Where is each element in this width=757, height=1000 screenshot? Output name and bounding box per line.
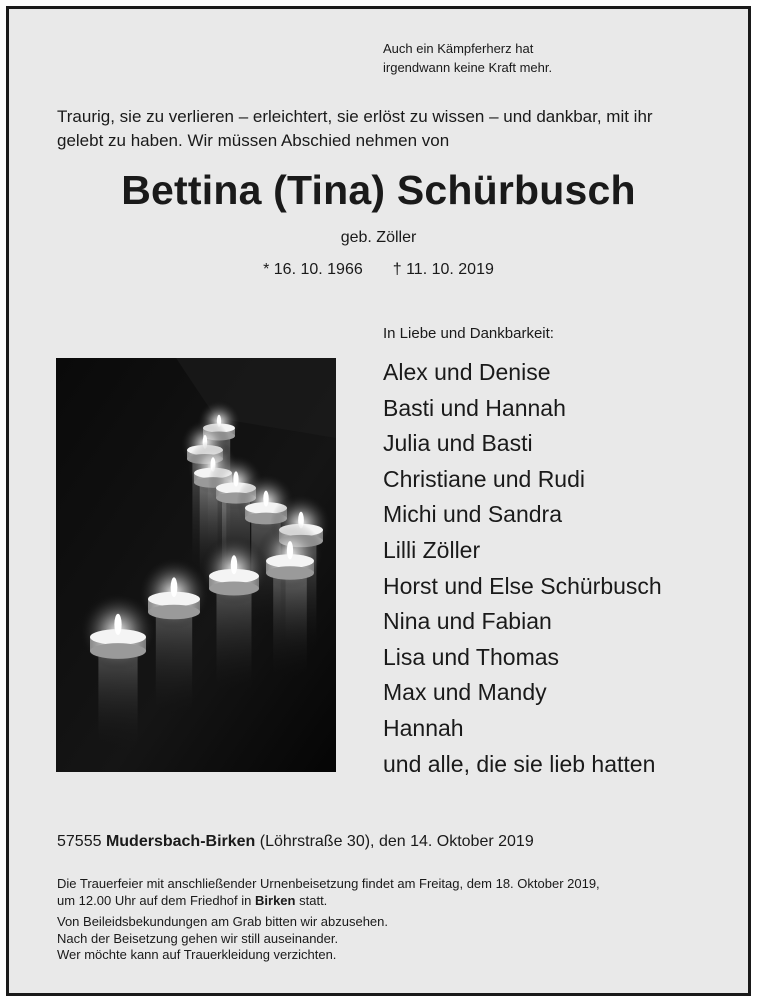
candle-base: [148, 605, 200, 620]
thanks-line: In Liebe und Dankbarkeit:: [383, 325, 554, 342]
mourner-entry: Michi und Sandra: [383, 501, 562, 528]
candles-illustration: [56, 358, 336, 772]
obituary-notice: [6, 6, 751, 996]
mourner-entry: Christiane und Rudi: [383, 465, 586, 492]
note-line: Nach der Beisetzung gehen wir still auseinander.: [57, 930, 339, 946]
candles-photo: [56, 358, 336, 772]
funeral-end: statt.: [299, 893, 328, 908]
mourner-entry: Basti und Hannah: [383, 394, 566, 421]
mourner-entry: Alex und Denise: [383, 359, 551, 385]
maiden-name: geb. Zöller: [340, 229, 417, 246]
candle-flame: [263, 491, 268, 507]
candle-base: [209, 582, 259, 596]
candle-flame: [171, 577, 178, 597]
candle-flame: [287, 541, 293, 559]
mourner-entry: Lisa und Thomas: [383, 643, 560, 670]
mourner-entry: Horst und Else Schürbusch: [383, 572, 662, 599]
mourner-entry: Lilli Zöller: [383, 536, 481, 563]
notes: [57, 914, 388, 964]
note-line: Wer möchte kann auf Trauerkleidung verzichten.: [57, 947, 337, 962]
deceased-name: Bettina (Tina) Schürbusch: [121, 167, 636, 213]
funeral-place: Birken: [255, 893, 296, 908]
candle-flame: [233, 471, 238, 486]
candle-flame: [231, 555, 238, 574]
intro-text: [57, 105, 717, 153]
funeral-info: [57, 875, 600, 909]
candle-base: [266, 566, 314, 579]
intro-line: Traurig, sie zu verlieren – erleichtert, sie erlöst zu wissen – und dankbar, mit ihr: [57, 107, 653, 126]
funeral-line: Die Trauerfeier mit anschließender Urnenbeisetzung findet am Freitag, dem 18. Oktober 2019,: [57, 876, 600, 891]
mourner-entry: Max und Mandy: [383, 679, 547, 706]
mourner-entry: Hannah: [383, 714, 464, 741]
candle-base: [90, 643, 146, 659]
town: Mudersbach-Birken: [105, 833, 256, 850]
mourner-entry: Nina und Fabian: [383, 608, 552, 635]
funeral-time: um 12.00 Uhr auf dem Friedhof in: [57, 893, 252, 908]
motto-line: irgendwann keine Kraft mehr.: [383, 60, 553, 75]
place-date-line: [57, 833, 534, 851]
birth-date: * 16. 10. 1966: [263, 261, 363, 278]
funeral-line: [57, 892, 600, 909]
motto-line: Auch ein Kämpferherz hat: [383, 41, 534, 56]
life-dates: [9, 261, 748, 279]
motto: [383, 39, 552, 77]
address-date: (Löhrstraße 30), den 14. Oktober 2019: [259, 833, 534, 850]
mourner-entry: und alle, die sie lieb hatten: [383, 750, 656, 777]
postcode: 57555: [57, 833, 102, 850]
death-date: † 11. 10. 2019: [392, 261, 494, 278]
intro-line: gelebt zu haben. Wir müssen Abschied nehmen von: [57, 131, 450, 150]
note-line: Von Beileidsbekundungen am Grab bitten wir abzusehen.: [57, 914, 388, 929]
candle-flame: [114, 614, 121, 635]
mourner-entry: Julia und Basti: [383, 430, 533, 457]
mourners-list: [383, 355, 662, 782]
